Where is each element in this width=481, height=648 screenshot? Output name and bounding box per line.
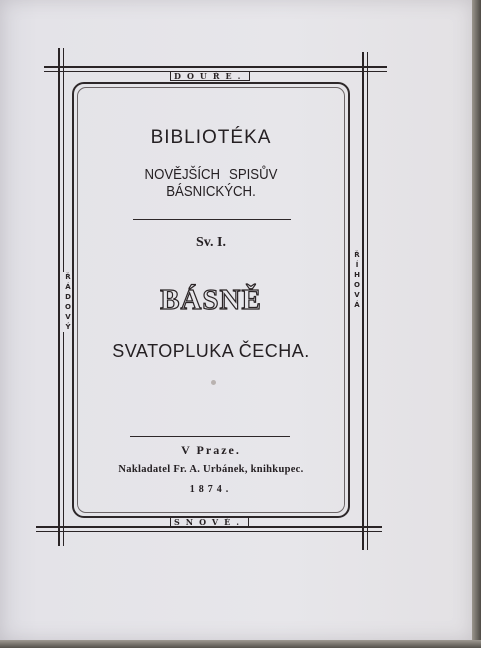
page-edge-right xyxy=(472,0,481,648)
side-text-right: Ř Í H O V Á xyxy=(352,250,362,310)
series-subtitle: NOVĚJŠÍCH SPISŮV BÁSNICKÝCH. xyxy=(144,166,278,200)
divider-upper xyxy=(133,219,291,220)
series-title: BIBLIOTÉKA xyxy=(150,127,272,148)
author-name: SVATOPLUKA ČECHA. xyxy=(112,341,310,361)
page-edge-bottom xyxy=(0,640,481,648)
main-title: BÁSNĚ xyxy=(160,284,262,316)
publication-place: V Praze. xyxy=(181,443,241,457)
right-vertical-rule xyxy=(362,52,364,550)
divider-lower xyxy=(130,436,290,437)
band-text-top: DOUŘE. xyxy=(170,71,250,81)
side-text-left: Ř Á D O V Ý xyxy=(63,272,73,332)
top-horizontal-rule xyxy=(44,66,387,68)
left-vertical-rule xyxy=(58,48,60,546)
paper-spot xyxy=(211,380,216,385)
volume-number: Sv. I. xyxy=(196,235,226,250)
band-text-bottom: SNOVĚ. xyxy=(170,517,249,527)
publisher-line: Nakladatel Fr. A. Urbánek, knihkupec. xyxy=(118,464,304,475)
bottom-horizontal-rule-inner xyxy=(36,531,382,532)
publication-year: 1874. xyxy=(189,484,233,495)
right-vertical-rule-inner xyxy=(367,52,368,550)
